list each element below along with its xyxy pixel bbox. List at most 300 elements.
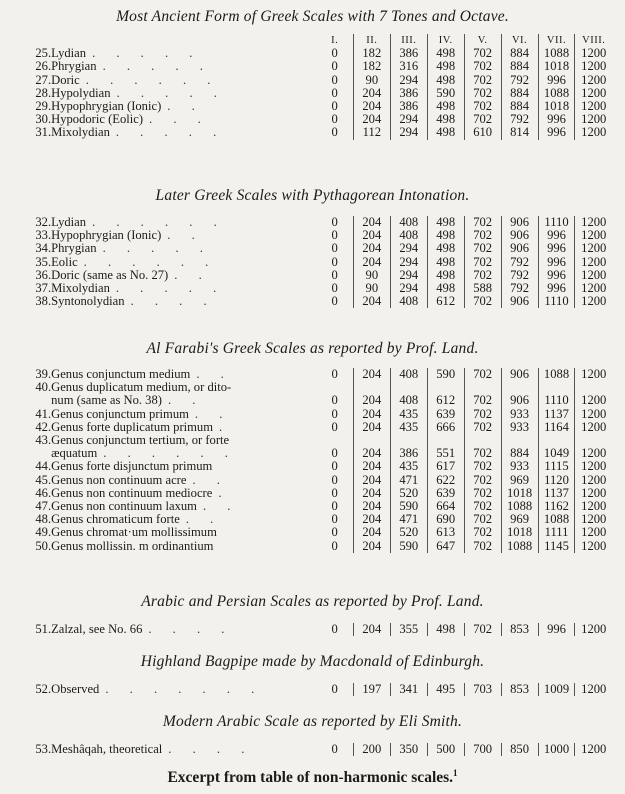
leader-dots: . . . . . <box>92 47 202 61</box>
scale-name-cell <box>51 87 316 100</box>
interval-cents-cell: 0 <box>331 538 338 553</box>
table-row <box>22 394 612 407</box>
interval-cents-cell: 702 <box>464 526 501 539</box>
interval-cents-cell: 647 <box>427 540 464 553</box>
interval-cents-cell: 906 <box>501 394 538 407</box>
interval-cents-cell: 0 <box>331 742 338 756</box>
scale-name-cell <box>51 540 316 553</box>
scale-name: Doric (same as No. 27) <box>51 268 169 282</box>
interval-cents-cell: 0 <box>331 59 338 74</box>
scale-table-al-farabi <box>22 368 612 553</box>
interval-cents-cell: 702 <box>464 487 501 500</box>
interval-cents-cell: 639 <box>427 408 464 421</box>
interval-cents-cell: 1088 <box>538 87 575 100</box>
scale-number: 53. <box>35 742 52 756</box>
interval-cents-cell: 1200 <box>575 513 612 526</box>
table-row <box>22 683 612 696</box>
interval-cents-cell: 1200 <box>575 460 612 473</box>
interval-cents-cell: 204 <box>353 447 390 460</box>
interval-cents-cell: 590 <box>427 87 464 100</box>
scale-number: 27. <box>35 72 52 87</box>
interval-cents-cell: 969 <box>501 474 538 487</box>
interval-cents-cell: 1088 <box>501 500 538 513</box>
interval-cents-cell: 204 <box>353 100 390 113</box>
interval-cents-cell: 610 <box>464 126 501 139</box>
interval-cents-cell: 498 <box>427 242 464 255</box>
leader-dots <box>229 434 235 447</box>
interval-cents-cell: 1018 <box>501 526 538 539</box>
scale-name-cell <box>51 408 316 421</box>
interval-cents-cell: 1200 <box>575 368 612 381</box>
interval-cents-cell: 1200 <box>575 269 612 282</box>
scale-table-ancient <box>22 34 612 140</box>
interval-cents-cell: 498 <box>427 74 464 87</box>
interval-cents-cell: 386 <box>390 100 427 113</box>
scale-number: 45. <box>35 472 52 487</box>
scale-name: Genus forte duplicatum primum <box>51 420 214 434</box>
interval-cents-cell: 702 <box>464 540 501 553</box>
scale-name-cell <box>51 113 316 126</box>
leader-dots: . . . . . <box>102 60 212 74</box>
interval-cents-cell: 850 <box>501 743 538 756</box>
leader-dots: . . . . . . <box>103 447 237 461</box>
interval-cents-cell: 702 <box>464 216 501 229</box>
interval-cents-cell: 702 <box>464 229 501 242</box>
interval-cents-cell: 204 <box>353 216 390 229</box>
interval-cents-cell: 0 <box>331 228 338 243</box>
interval-cents-cell: 386 <box>390 47 427 60</box>
interval-cents-cell: 906 <box>501 295 538 308</box>
column-header: II. <box>353 34 390 47</box>
table-row <box>22 60 612 73</box>
interval-cents-cell: 498 <box>427 229 464 242</box>
leader-dots: . . . . . . . <box>105 683 264 696</box>
interval-cents-cell: 1049 <box>538 447 575 460</box>
interval-cents-cell: 884 <box>501 100 538 113</box>
interval-cents-cell: 612 <box>427 295 464 308</box>
interval-cents-cell: 90 <box>353 74 390 87</box>
interval-cents-cell: 498 <box>427 256 464 269</box>
scale-number: 43. <box>35 433 52 448</box>
column-header: III. <box>390 34 427 47</box>
interval-cents-cell: 182 <box>353 47 390 60</box>
interval-cents-cell: 0 <box>331 525 338 540</box>
interval-cents-cell: 1111 <box>538 526 575 539</box>
interval-cents-cell: 1088 <box>538 513 575 526</box>
interval-cents-cell: 1200 <box>575 256 612 269</box>
scale-name-cell <box>51 381 316 394</box>
interval-cents-cell: 0 <box>331 72 338 87</box>
interval-cents-cell: 471 <box>390 474 427 487</box>
interval-cents-cell: 0 <box>331 254 338 269</box>
scale-number: 50. <box>35 538 52 553</box>
interval-cents-cell: 204 <box>353 487 390 500</box>
leader-dots: . . <box>192 473 229 487</box>
interval-cents-cell: 0 <box>331 485 338 500</box>
interval-cents-cell: 702 <box>464 447 501 460</box>
interval-cents-cell: 408 <box>390 229 427 242</box>
interval-cents-cell: 498 <box>427 216 464 229</box>
table-row <box>22 623 612 636</box>
interval-cents-cell: 204 <box>353 421 390 434</box>
interval-cents-cell: 792 <box>501 256 538 269</box>
interval-cents-cell: 204 <box>353 526 390 539</box>
interval-cents-cell: 204 <box>353 500 390 513</box>
interval-cents-cell: 702 <box>464 256 501 269</box>
interval-cents-cell: 204 <box>353 229 390 242</box>
interval-cents-cell: 1200 <box>575 229 612 242</box>
interval-cents-cell: 0 <box>331 215 338 229</box>
interval-cents-cell: 495 <box>427 683 464 696</box>
table-row <box>22 242 612 255</box>
interval-cents-cell: 906 <box>501 242 538 255</box>
interval-cents-cell: 702 <box>464 295 501 308</box>
interval-cents-cell: 204 <box>353 295 390 308</box>
interval-cents-cell: 498 <box>427 47 464 60</box>
interval-cents-cell: 204 <box>353 256 390 269</box>
interval-cents-cell: 702 <box>464 269 501 282</box>
interval-cents-cell: 204 <box>353 242 390 255</box>
leader-dots: . . . . <box>130 295 216 309</box>
interval-cents-cell: 996 <box>538 242 575 255</box>
interval-cents-cell: 0 <box>331 267 338 282</box>
scale-name: Genus mollissin. m ordinantium <box>51 539 214 553</box>
interval-cents-cell: 590 <box>427 368 464 381</box>
interval-cents-cell: 1110 <box>538 216 575 229</box>
interval-cents-cell: 1200 <box>575 540 612 553</box>
column-header: I. <box>331 35 339 46</box>
table-row <box>22 256 612 269</box>
interval-cents-cell: 0 <box>331 682 338 696</box>
leader-dots: . <box>219 420 232 434</box>
leader-dots: . . . . . . <box>83 255 218 269</box>
scale-name: Zalzal, see No. 66 <box>51 623 143 636</box>
scale-name: Doric <box>51 73 80 87</box>
interval-cents-cell: 1200 <box>575 526 612 539</box>
scale-name-cell <box>51 500 316 513</box>
scale-name-cell <box>51 460 316 473</box>
interval-cents-cell: 702 <box>464 500 501 513</box>
interval-cents-cell: 933 <box>501 460 538 473</box>
interval-cents-cell: 200 <box>353 743 390 756</box>
interval-cents-cell: 551 <box>427 447 464 460</box>
leader-dots: . . <box>202 500 240 514</box>
scale-name: Lydian <box>51 47 87 61</box>
interval-cents-cell: 792 <box>501 269 538 282</box>
interval-cents-cell: 996 <box>538 74 575 87</box>
interval-cents-cell: 1137 <box>538 408 575 421</box>
interval-cents-cell: 0 <box>331 622 338 636</box>
interval-cents-cell: 386 <box>390 87 427 100</box>
interval-cents-cell: 622 <box>427 474 464 487</box>
interval-cents-cell: 1200 <box>575 474 612 487</box>
interval-cents-cell: 498 <box>427 269 464 282</box>
interval-cents-cell: 0 <box>331 125 338 140</box>
scale-number: 51. <box>35 622 52 636</box>
section-title: Modern Arabic Scale as reported by Eli Smith. <box>162 713 463 730</box>
interval-cents-cell: 690 <box>427 513 464 526</box>
scale-name: Hypophrygian (Ionic) <box>51 100 162 114</box>
interval-cents-cell: 204 <box>353 623 390 636</box>
interval-cents-cell: 639 <box>427 487 464 500</box>
scale-name-cell <box>51 269 316 282</box>
scale-number: 40. <box>35 380 52 395</box>
interval-cents-cell: 498 <box>427 100 464 113</box>
interval-cents-cell: 702 <box>464 242 501 255</box>
leader-dots: . . <box>194 407 232 421</box>
interval-cents-cell: 1018 <box>538 100 575 113</box>
interval-cents-cell: 1110 <box>538 295 575 308</box>
interval-cents-cell: 204 <box>353 408 390 421</box>
interval-cents-cell: 702 <box>464 113 501 126</box>
scale-table-bagpipe <box>22 683 612 696</box>
scale-number: 38. <box>35 294 52 309</box>
interval-cents-cell: 1110 <box>538 394 575 407</box>
interval-cents-cell: 408 <box>390 216 427 229</box>
interval-cents-cell: 435 <box>390 460 427 473</box>
interval-cents-cell: 1200 <box>575 113 612 126</box>
interval-cents-cell: 1200 <box>575 623 612 636</box>
interval-cents-cell: 1200 <box>575 394 612 407</box>
scale-name: Genus chromat·um mollissimum <box>51 526 217 540</box>
interval-cents-cell: 1200 <box>575 408 612 421</box>
interval-cents-cell: 112 <box>353 126 390 139</box>
interval-cents-cell: 933 <box>501 408 538 421</box>
table-row <box>22 421 612 434</box>
interval-cents-cell: 1120 <box>538 474 575 487</box>
section-title: Most Ancient Form of Greek Scales with 7 Tones and Octave. <box>116 8 509 25</box>
leader-dots: . . . . <box>148 623 234 636</box>
interval-cents-cell: 996 <box>538 282 575 295</box>
scale-name: Hypodoric (Eolic) <box>51 113 144 127</box>
interval-cents-cell: 702 <box>464 368 501 381</box>
scale-name-cell <box>51 282 316 295</box>
interval-cents-cell: 182 <box>353 60 390 73</box>
scale-name-cell <box>51 47 316 60</box>
interval-cents-cell: 664 <box>427 500 464 513</box>
figure-caption <box>0 768 625 787</box>
scale-name-cell <box>51 394 316 407</box>
scale-number: 25. <box>35 46 52 61</box>
interval-cents-cell: 1018 <box>538 60 575 73</box>
leader-dots: . . <box>174 268 211 282</box>
scale-name: Hypophrygian (Ionic) <box>51 229 162 243</box>
scale-name-cell <box>51 513 316 526</box>
interval-cents-cell: 1200 <box>575 500 612 513</box>
interval-cents-cell: 814 <box>501 126 538 139</box>
interval-cents-cell: 1200 <box>575 743 612 756</box>
scale-name-cell <box>51 295 316 308</box>
interval-cents-cell: 612 <box>427 394 464 407</box>
interval-cents-cell: 1088 <box>538 368 575 381</box>
section-title: Later Greek Scales with Pythagorean Intonation. <box>155 187 470 204</box>
interval-cents-cell: 702 <box>464 74 501 87</box>
scale-name: Hypolydian <box>51 86 111 100</box>
interval-cents-cell: 702 <box>464 513 501 526</box>
interval-cents-cell: 204 <box>353 540 390 553</box>
scale-name: Eolic <box>51 255 78 269</box>
interval-cents-cell: 204 <box>353 474 390 487</box>
interval-cents-cell: 792 <box>501 282 538 295</box>
scale-number: 37. <box>35 281 52 296</box>
interval-cents-cell: 90 <box>353 269 390 282</box>
interval-cents-cell: 0 <box>331 112 338 127</box>
column-header: IV. <box>427 34 464 47</box>
interval-cents-cell: 408 <box>390 394 427 407</box>
leader-dots <box>231 381 237 394</box>
interval-cents-cell: 702 <box>464 87 501 100</box>
table-row <box>22 460 612 473</box>
scale-name-cell <box>51 126 316 139</box>
scale-number <box>22 394 51 407</box>
interval-cents-cell: 996 <box>538 229 575 242</box>
interval-cents-cell: 703 <box>464 683 501 696</box>
interval-cents-cell: 204 <box>353 113 390 126</box>
scale-name: Genus conjunctum tertium, or forte <box>51 434 230 448</box>
interval-cents-cell: 702 <box>464 408 501 421</box>
scale-number: 41. <box>35 406 52 421</box>
interval-cents-cell: 0 <box>331 85 338 100</box>
interval-cents-cell: 884 <box>501 47 538 60</box>
scale-name-cell <box>51 743 316 756</box>
interval-cents-cell: 197 <box>353 683 390 696</box>
interval-cents-cell: 350 <box>390 743 427 756</box>
table-row <box>22 126 612 139</box>
scale-number: 47. <box>35 499 52 514</box>
interval-cents-cell: 0 <box>331 46 338 61</box>
interval-cents-cell: 792 <box>501 113 538 126</box>
scale-table-modern-arabic <box>22 743 612 756</box>
scale-name: Genus conjunctum medium <box>51 368 191 381</box>
scale-number: 28. <box>35 85 52 100</box>
scale-name-cell <box>51 421 316 434</box>
scale-table-arabic-persian <box>22 623 612 636</box>
scale-name: Genus duplicatum medium, or dito- <box>51 381 232 395</box>
interval-cents-cell: 996 <box>538 126 575 139</box>
scale-table-later-greek <box>22 216 612 308</box>
interval-cents-cell: 969 <box>501 513 538 526</box>
interval-cents-cell: 996 <box>538 623 575 636</box>
interval-cents-cell: 0 <box>331 459 338 474</box>
scale-name-cell <box>51 683 316 696</box>
leader-dots: . . . . . . <box>92 216 226 229</box>
interval-cents-cell: 294 <box>390 256 427 269</box>
scale-name-cell <box>51 623 316 636</box>
interval-cents-cell: 590 <box>390 500 427 513</box>
scale-name-cell <box>51 487 316 500</box>
interval-cents-cell: 1162 <box>538 500 575 513</box>
column-header: VIII. <box>575 34 612 47</box>
scale-number: 49. <box>35 525 52 540</box>
interval-cents-cell: 520 <box>390 487 427 500</box>
leader-dots: . . . . . . <box>85 73 220 87</box>
interval-cents-cell: 316 <box>390 60 427 73</box>
scale-name: Observed <box>51 683 100 696</box>
interval-cents-cell: 588 <box>464 282 501 295</box>
leader-dots: . . <box>167 229 204 243</box>
table-row <box>22 408 612 421</box>
interval-cents-cell: 294 <box>390 242 427 255</box>
interval-cents-cell: 204 <box>353 394 390 407</box>
scale-name-cell <box>51 434 316 447</box>
interval-cents-cell: 1200 <box>575 60 612 73</box>
interval-cents-cell: 884 <box>501 87 538 100</box>
scale-name: Genus chromaticum forte <box>51 513 180 527</box>
interval-cents-cell: 1200 <box>575 126 612 139</box>
interval-cents-cell: 996 <box>538 269 575 282</box>
interval-cents-cell: 1200 <box>575 487 612 500</box>
interval-cents-cell: 853 <box>501 683 538 696</box>
scale-name-cell <box>51 526 316 539</box>
scale-name-cell <box>51 60 316 73</box>
leader-dots: . . . . <box>168 743 254 756</box>
interval-cents-cell: 1200 <box>575 242 612 255</box>
interval-cents-cell: 590 <box>390 540 427 553</box>
leader-dots: . . . <box>149 113 210 127</box>
interval-cents-cell: 1137 <box>538 487 575 500</box>
scale-number: 29. <box>35 99 52 114</box>
scale-number: 46. <box>35 485 52 500</box>
table-row <box>22 368 612 381</box>
interval-cents-cell: 498 <box>427 126 464 139</box>
interval-cents-cell: 906 <box>501 216 538 229</box>
interval-cents-cell: 613 <box>427 526 464 539</box>
leader-dots: . . . . . <box>116 86 226 100</box>
scale-number: 48. <box>35 512 52 527</box>
interval-cents-cell: 408 <box>390 368 427 381</box>
scale-name-cell <box>51 447 316 460</box>
interval-cents-cell: 204 <box>353 513 390 526</box>
scale-name: Genus non continuum laxum <box>51 500 197 514</box>
scale-name: Genus forte disjunctum primum <box>51 460 213 474</box>
scale-number: 42. <box>35 419 52 434</box>
interval-cents-cell: 90 <box>353 282 390 295</box>
interval-cents-cell: 1145 <box>538 540 575 553</box>
scale-name-cell <box>51 229 316 242</box>
leader-dots: . <box>218 486 231 500</box>
scale-number: 52. <box>35 682 52 696</box>
table-row <box>22 743 612 756</box>
interval-cents-cell: 294 <box>390 74 427 87</box>
interval-cents-cell: 520 <box>390 526 427 539</box>
interval-cents-cell: 408 <box>390 295 427 308</box>
column-header: V. <box>464 34 501 47</box>
interval-cents-cell: 386 <box>390 447 427 460</box>
interval-cents-cell: 498 <box>427 113 464 126</box>
interval-cents-cell: 1115 <box>538 460 575 473</box>
interval-cents-cell: 355 <box>390 623 427 636</box>
scale-number: 34. <box>35 241 52 256</box>
scale-name-cell <box>51 74 316 87</box>
interval-cents-cell: 702 <box>464 394 501 407</box>
interval-cents-cell: 498 <box>427 623 464 636</box>
scale-number: 30. <box>35 112 52 127</box>
section-title: Highland Bagpipe made by Macdonald of Edinburgh. <box>140 653 485 670</box>
scale-name-cell <box>51 100 316 113</box>
scale-name: Phrygian <box>51 242 97 256</box>
interval-cents-cell: 1200 <box>575 421 612 434</box>
interval-cents-cell: 0 <box>331 367 338 381</box>
interval-cents-cell: 700 <box>464 743 501 756</box>
interval-cents-cell: 1200 <box>575 74 612 87</box>
scale-name-cell <box>51 216 316 229</box>
interval-cents-cell: 0 <box>331 419 338 434</box>
interval-cents-cell: 702 <box>464 421 501 434</box>
interval-cents-cell: 702 <box>464 60 501 73</box>
interval-cents-cell: 435 <box>390 421 427 434</box>
interval-cents-cell: 0 <box>331 393 338 408</box>
interval-cents-cell: 0 <box>331 281 338 296</box>
